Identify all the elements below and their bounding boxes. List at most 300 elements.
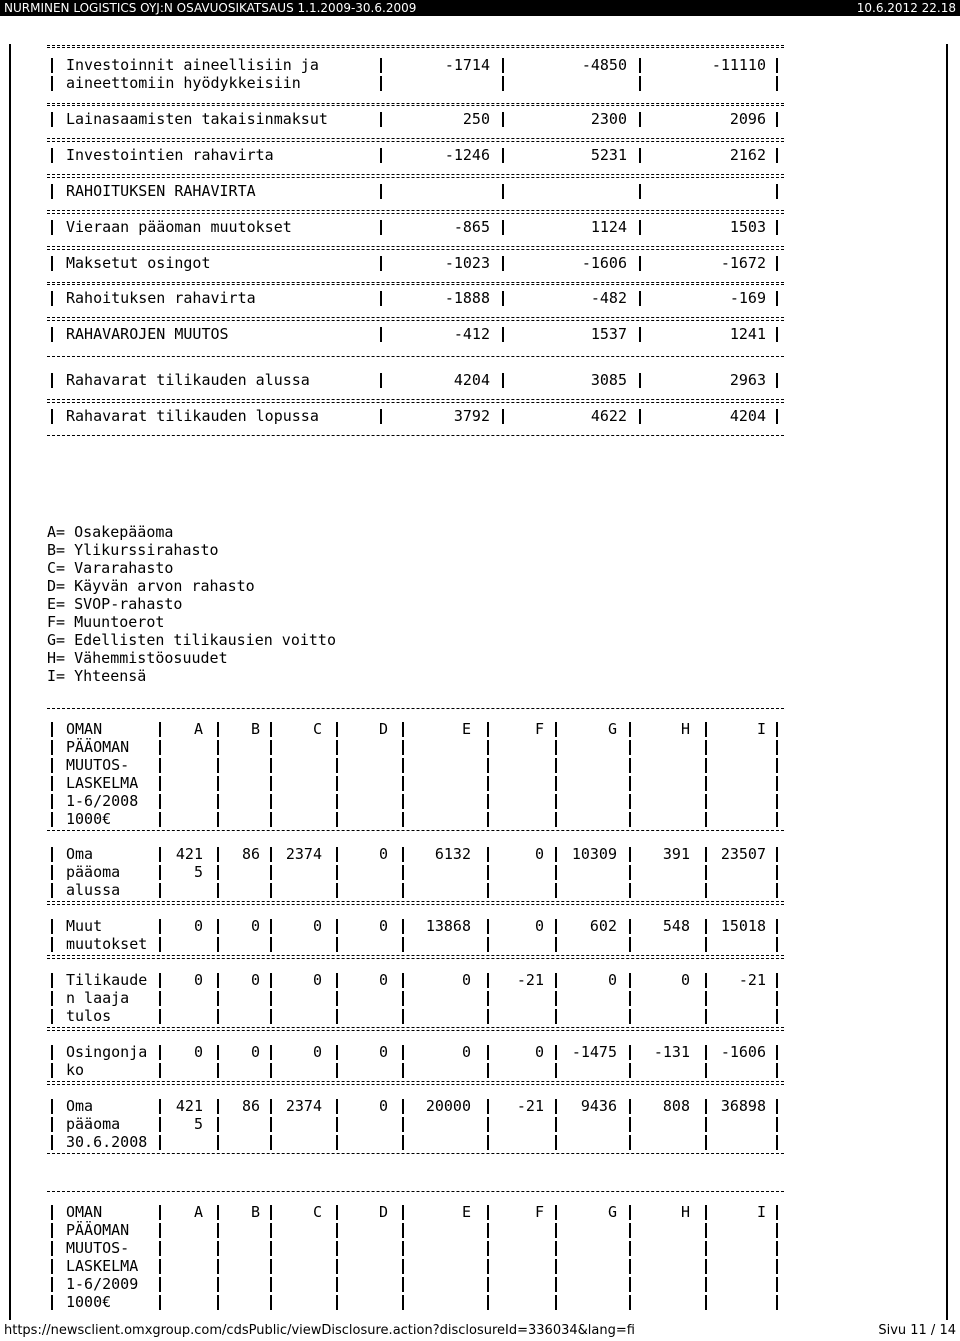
equity-column-header: E: [461, 720, 471, 738]
equity_2008-header-rule: [47, 830, 784, 831]
equity-row-rule: [47, 1084, 784, 1085]
equity-separator: [402, 919, 404, 934]
equity-separator: [217, 919, 219, 934]
cashflow-separator: [776, 184, 778, 199]
cashflow-separator: [776, 112, 778, 127]
equity-separator: [159, 1205, 161, 1220]
equity_2009-top-rule: [47, 1191, 784, 1192]
equity-separator: [555, 1009, 557, 1024]
equity-separator: [402, 973, 404, 988]
cashflow-separator: [380, 220, 382, 235]
equity-separator: [776, 1241, 778, 1256]
cashflow-rule: [47, 45, 784, 46]
equity-separator: [776, 776, 778, 791]
equity-separator: [705, 758, 707, 773]
equity-row-rule: [47, 958, 784, 959]
equity-separator: [159, 1295, 161, 1310]
equity-separator: [159, 740, 161, 755]
equity-separator: [51, 1117, 53, 1132]
equity-separator: [555, 1223, 557, 1238]
cashflow-row-label: RAHOITUKSEN RAHAVIRTA: [66, 182, 256, 200]
cashflow-separator: [502, 148, 504, 163]
equity-separator: [51, 1295, 53, 1310]
cashflow-row-label: RAHAVAROJEN MUUTOS: [66, 325, 229, 343]
equity-row-label: muutokset: [66, 935, 148, 953]
equity-separator: [159, 991, 161, 1006]
equity-separator: [159, 937, 161, 952]
cashflow-separator: [51, 327, 53, 342]
equity-separator: [51, 1241, 53, 1256]
equity-separator: [629, 1045, 631, 1060]
cashflow-separator: [639, 76, 641, 91]
equity-separator: [629, 1259, 631, 1274]
equity-column-header: A: [193, 1203, 203, 1221]
equity-separator: [336, 1135, 338, 1150]
equity-value: 0: [534, 845, 544, 863]
equity-separator: [776, 937, 778, 952]
equity-row-label: pääoma: [66, 863, 121, 881]
equity-value: 0: [193, 1043, 203, 1061]
equity-separator: [487, 1135, 489, 1150]
equity-row-rule: [47, 901, 784, 902]
equity-value: -1475: [571, 1043, 617, 1061]
equity-separator: [159, 1223, 161, 1238]
equity-separator: [402, 937, 404, 952]
equity-separator: [270, 847, 272, 862]
equity-row-label: n laaja: [66, 989, 130, 1007]
cashflow-rule: [47, 402, 784, 403]
equity-separator: [487, 1099, 489, 1114]
equity-separator: [270, 1259, 272, 1274]
equity-separator: [270, 1205, 272, 1220]
equity-value: 0: [461, 1043, 471, 1061]
cashflow-value: -1888: [444, 289, 490, 307]
equity-separator: [629, 919, 631, 934]
equity-separator: [159, 973, 161, 988]
equity-separator: [555, 1241, 557, 1256]
equity-separator: [336, 919, 338, 934]
equity-header-label: 1-6/2009: [66, 1275, 139, 1293]
equity-separator: [555, 973, 557, 988]
equity-separator: [629, 1117, 631, 1132]
equity-separator: [705, 865, 707, 880]
equity-value: 0: [534, 917, 544, 935]
cashflow-separator: [380, 184, 382, 199]
cashflow-separator: [639, 327, 641, 342]
equity-value: 0: [312, 971, 322, 989]
cashflow-value: [380, 182, 490, 200]
cashflow-rule: [47, 210, 784, 211]
cashflow-value: 4204: [729, 407, 766, 425]
cashflow-separator: [502, 291, 504, 306]
equity-header-label: OMAN: [66, 1203, 103, 1221]
equity-separator: [555, 740, 557, 755]
cashflow-value: -1672: [720, 254, 766, 272]
cashflow-rule: [47, 284, 784, 285]
equity-separator: [336, 722, 338, 737]
equity-separator: [555, 1277, 557, 1292]
equity-separator: [776, 847, 778, 862]
equity-column-header: B: [250, 1203, 260, 1221]
equity-separator: [402, 865, 404, 880]
equity-header-label: PÄÄOMAN: [66, 1221, 130, 1239]
equity-separator: [159, 776, 161, 791]
equity-separator: [159, 1117, 161, 1132]
cashflow-value: 2300: [590, 110, 627, 128]
equity-separator: [270, 1117, 272, 1132]
cashflow-value: 4204: [453, 371, 490, 389]
cashflow-value: [656, 182, 766, 200]
equity-separator: [629, 1063, 631, 1078]
cashflow-separator: [380, 112, 382, 127]
equity-separator: [336, 1241, 338, 1256]
cashflow-rule: [47, 213, 784, 214]
equity-separator: [629, 776, 631, 791]
equity-separator: [402, 1009, 404, 1024]
equity-separator: [705, 1241, 707, 1256]
equity-separator: [776, 1045, 778, 1060]
equity-separator: [776, 991, 778, 1006]
equity-separator: [159, 758, 161, 773]
cashflow-separator: [380, 291, 382, 306]
legend-item: H= Vähemmistöosuudet: [47, 649, 228, 667]
cashflow-row-label: Rahoituksen rahavirta: [66, 289, 256, 307]
equity-value: 0: [378, 1043, 388, 1061]
equity-separator: [629, 847, 631, 862]
cashflow-separator: [776, 148, 778, 163]
equity-separator: [270, 1295, 272, 1310]
equity-row-rule: [47, 1027, 784, 1028]
equity-separator: [487, 1063, 489, 1078]
cashflow-separator: [502, 409, 504, 424]
equity-separator: [555, 722, 557, 737]
equity-header-label: 1000€: [66, 1293, 112, 1311]
equity-separator: [51, 1099, 53, 1114]
equity-separator: [705, 1205, 707, 1220]
equity-value: 0: [378, 1097, 388, 1115]
equity-separator: [402, 1277, 404, 1292]
equity-value: 0: [250, 917, 260, 935]
equity-separator: [776, 722, 778, 737]
equity-separator: [555, 865, 557, 880]
cashflow-row-label: Lainasaamisten takaisinmaksut: [66, 110, 328, 128]
equity-header-label: OMAN: [66, 720, 103, 738]
equity-separator: [629, 883, 631, 898]
equity-header-label: 1-6/2008: [66, 792, 139, 810]
equity-value: 9436: [580, 1097, 617, 1115]
cashflow-rule: [47, 435, 784, 436]
equity-separator: [402, 1241, 404, 1256]
legend-item: C= Vararahasto: [47, 559, 174, 577]
cashflow-value: 3792: [453, 407, 490, 425]
equity-separator: [159, 1135, 161, 1150]
equity-separator: [487, 937, 489, 952]
equity-separator: [51, 776, 53, 791]
equity-separator: [487, 776, 489, 791]
equity-column-header: E: [461, 1203, 471, 1221]
equity-separator: [270, 1009, 272, 1024]
equity-value: -1606: [720, 1043, 766, 1061]
equity-separator: [217, 1259, 219, 1274]
equity-separator: [555, 1259, 557, 1274]
equity-separator: [705, 1099, 707, 1114]
equity-separator: [555, 1295, 557, 1310]
cashflow-separator: [380, 58, 382, 73]
cashflow-rule: [47, 317, 784, 318]
equity-separator: [402, 883, 404, 898]
equity-separator: [402, 991, 404, 1006]
equity-row-label: alussa: [66, 881, 121, 899]
equity-separator: [217, 1009, 219, 1024]
equity-row-rule: [47, 1081, 784, 1082]
legend-item: B= Ylikurssirahasto: [47, 541, 219, 559]
equity-separator: [336, 812, 338, 827]
equity-value: 0: [193, 971, 203, 989]
equity-separator: [159, 1045, 161, 1060]
equity-separator: [159, 722, 161, 737]
equity-value: -21: [516, 971, 544, 989]
title-bar: [0, 0, 960, 16]
equity-separator: [776, 1277, 778, 1292]
document-title: NURMINEN LOGISTICS OYJ:N OSAVUOSIKATSAUS 1.1.2009-30.6.2009: [4, 1, 417, 15]
equity-separator: [51, 1205, 53, 1220]
equity-separator: [217, 883, 219, 898]
equity-separator: [487, 865, 489, 880]
equity-separator: [629, 1223, 631, 1238]
equity-bottom-rule: [47, 1153, 784, 1154]
equity-separator: [776, 1117, 778, 1132]
cashflow-value: 5231: [590, 146, 627, 164]
equity-separator: [217, 794, 219, 809]
equity-value: 0: [534, 1043, 544, 1061]
equity-separator: [555, 847, 557, 862]
equity-column-header: H: [680, 1203, 690, 1221]
equity-separator: [487, 794, 489, 809]
equity-row-label: pääoma: [66, 1115, 121, 1133]
equity-separator: [217, 1295, 219, 1310]
equity-separator: [51, 847, 53, 862]
cashflow-separator: [502, 373, 504, 388]
equity-value: 0: [312, 917, 322, 935]
equity-separator: [270, 1223, 272, 1238]
equity-separator: [217, 973, 219, 988]
equity-value: 2374: [285, 1097, 322, 1115]
equity-separator: [776, 919, 778, 934]
equity-row-label: Osingonja: [66, 1043, 148, 1061]
equity-separator: [629, 794, 631, 809]
equity-separator: [51, 919, 53, 934]
cashflow-rule: [47, 177, 784, 178]
equity-column-header: F: [534, 1203, 544, 1221]
equity-separator: [555, 919, 557, 934]
cashflow-value: 4622: [590, 407, 627, 425]
cashflow-value: -169: [729, 289, 766, 307]
equity-separator: [705, 1045, 707, 1060]
equity-value: 0: [312, 1043, 322, 1061]
equity-column-header: D: [378, 1203, 388, 1221]
cashflow-separator: [639, 291, 641, 306]
page-number: Sivu 11 / 14: [878, 1323, 956, 1338]
equity-separator: [705, 1295, 707, 1310]
cashflow-separator: [639, 148, 641, 163]
equity-separator: [705, 1009, 707, 1024]
equity-separator: [705, 991, 707, 1006]
cashflow-rule: [47, 138, 784, 139]
equity-separator: [402, 722, 404, 737]
equity-column-header: C: [312, 1203, 322, 1221]
cashflow-separator: [51, 184, 53, 199]
equity-separator: [270, 883, 272, 898]
equity-separator: [51, 991, 53, 1006]
equity-separator: [776, 1099, 778, 1114]
cashflow-rule: [47, 249, 784, 250]
equity-separator: [629, 1295, 631, 1310]
equity-header-label: LASKELMA: [66, 1257, 139, 1275]
equity-separator: [705, 1135, 707, 1150]
equity-separator: [217, 1223, 219, 1238]
cashflow-separator: [51, 409, 53, 424]
cashflow-row-label: aineettomiin hyödykkeisiin: [66, 74, 301, 92]
equity-separator: [51, 865, 53, 880]
equity-separator: [705, 812, 707, 827]
equity-separator: [217, 758, 219, 773]
legend-item: I= Yhteensä: [47, 667, 147, 685]
cashflow-value: 1503: [729, 218, 766, 236]
cashflow-separator: [51, 256, 53, 271]
equity-separator: [705, 1063, 707, 1078]
cashflow-separator: [639, 373, 641, 388]
equity-value: 0: [378, 845, 388, 863]
equity-separator: [270, 740, 272, 755]
equity-separator: [487, 1295, 489, 1310]
equity-separator: [402, 758, 404, 773]
equity-value: -21: [738, 971, 766, 989]
cashflow-separator: [51, 148, 53, 163]
cashflow-value: 2096: [729, 110, 766, 128]
equity-separator: [776, 1223, 778, 1238]
equity-value: 15018: [720, 917, 766, 935]
legend-item: D= Käyvän arvon rahasto: [47, 577, 255, 595]
equity-column-header: F: [534, 720, 544, 738]
cashflow-value: -1023: [444, 254, 490, 272]
equity-row-label: Muut: [66, 917, 103, 935]
cashflow-separator: [776, 256, 778, 271]
equity-value: 6132: [434, 845, 471, 863]
equity-separator: [487, 883, 489, 898]
equity-separator: [336, 776, 338, 791]
equity-separator: [217, 937, 219, 952]
cashflow-value: -412: [453, 325, 490, 343]
cashflow-value: -1606: [581, 254, 627, 272]
equity-separator: [776, 812, 778, 827]
equity-value: 0: [250, 971, 260, 989]
equity-separator: [402, 1099, 404, 1114]
equity-separator: [336, 1063, 338, 1078]
equity-header-label: MUUTOS-: [66, 1239, 130, 1257]
equity-value: 20000: [425, 1097, 471, 1115]
equity-separator: [487, 1241, 489, 1256]
equity-column-header: G: [607, 720, 617, 738]
equity-separator: [705, 919, 707, 934]
cashflow-rule: [47, 282, 784, 283]
equity-separator: [159, 794, 161, 809]
cashflow-separator: [639, 58, 641, 73]
cashflow-separator: [51, 58, 53, 73]
equity-separator: [629, 740, 631, 755]
equity-separator: [555, 883, 557, 898]
cashflow-rule: [47, 103, 784, 104]
equity-value: 391: [662, 845, 690, 863]
equity-separator: [776, 865, 778, 880]
equity-separator: [336, 847, 338, 862]
left-margin-line: [9, 44, 11, 1320]
equity-separator: [487, 758, 489, 773]
equity-column-header: A: [193, 720, 203, 738]
equity-row-rule: [47, 1030, 784, 1031]
equity-separator: [487, 1205, 489, 1220]
equity-separator: [776, 883, 778, 898]
equity-separator: [336, 883, 338, 898]
equity-separator: [270, 1063, 272, 1078]
equity-separator: [402, 1045, 404, 1060]
equity-separator: [776, 758, 778, 773]
equity-row-label: Oma: [66, 1097, 94, 1115]
equity-value: 2374: [285, 845, 322, 863]
equity-separator: [51, 758, 53, 773]
cashflow-value: 1124: [590, 218, 627, 236]
equity-separator: [51, 1045, 53, 1060]
cashflow-separator: [380, 148, 382, 163]
equity-value: 13868: [425, 917, 471, 935]
equity-separator: [629, 1241, 631, 1256]
cashflow-separator: [639, 256, 641, 271]
cashflow-separator: [51, 112, 53, 127]
equity-separator: [402, 1135, 404, 1150]
equity-separator: [336, 1099, 338, 1114]
cashflow-separator: [380, 327, 382, 342]
equity-value: 86: [241, 1097, 260, 1115]
equity-header-label: 1000€: [66, 810, 112, 828]
cashflow-separator: [776, 76, 778, 91]
equity-separator: [776, 794, 778, 809]
equity-separator: [705, 1117, 707, 1132]
cashflow-separator: [502, 58, 504, 73]
equity-separator: [159, 1099, 161, 1114]
equity-separator: [270, 812, 272, 827]
equity-separator: [51, 1223, 53, 1238]
equity-separator: [402, 1063, 404, 1078]
equity-separator: [629, 865, 631, 880]
equity-separator: [270, 1277, 272, 1292]
equity-separator: [487, 1117, 489, 1132]
equity-separator: [336, 794, 338, 809]
equity-separator: [555, 991, 557, 1006]
equity-separator: [487, 991, 489, 1006]
equity-separator: [776, 973, 778, 988]
equity-separator: [776, 740, 778, 755]
equity-separator: [402, 1295, 404, 1310]
equity-separator: [555, 1099, 557, 1114]
equity-separator: [159, 1259, 161, 1274]
equity-value: 421: [175, 845, 203, 863]
equity-separator: [270, 794, 272, 809]
equity-column-header: I: [756, 720, 766, 738]
equity-separator: [159, 919, 161, 934]
equity-row-label: Tilikaude: [66, 971, 148, 989]
cashflow-row-label: Vieraan pääoman muutokset: [66, 218, 292, 236]
equity-separator: [336, 1277, 338, 1292]
cashflow-rule: [47, 356, 784, 357]
